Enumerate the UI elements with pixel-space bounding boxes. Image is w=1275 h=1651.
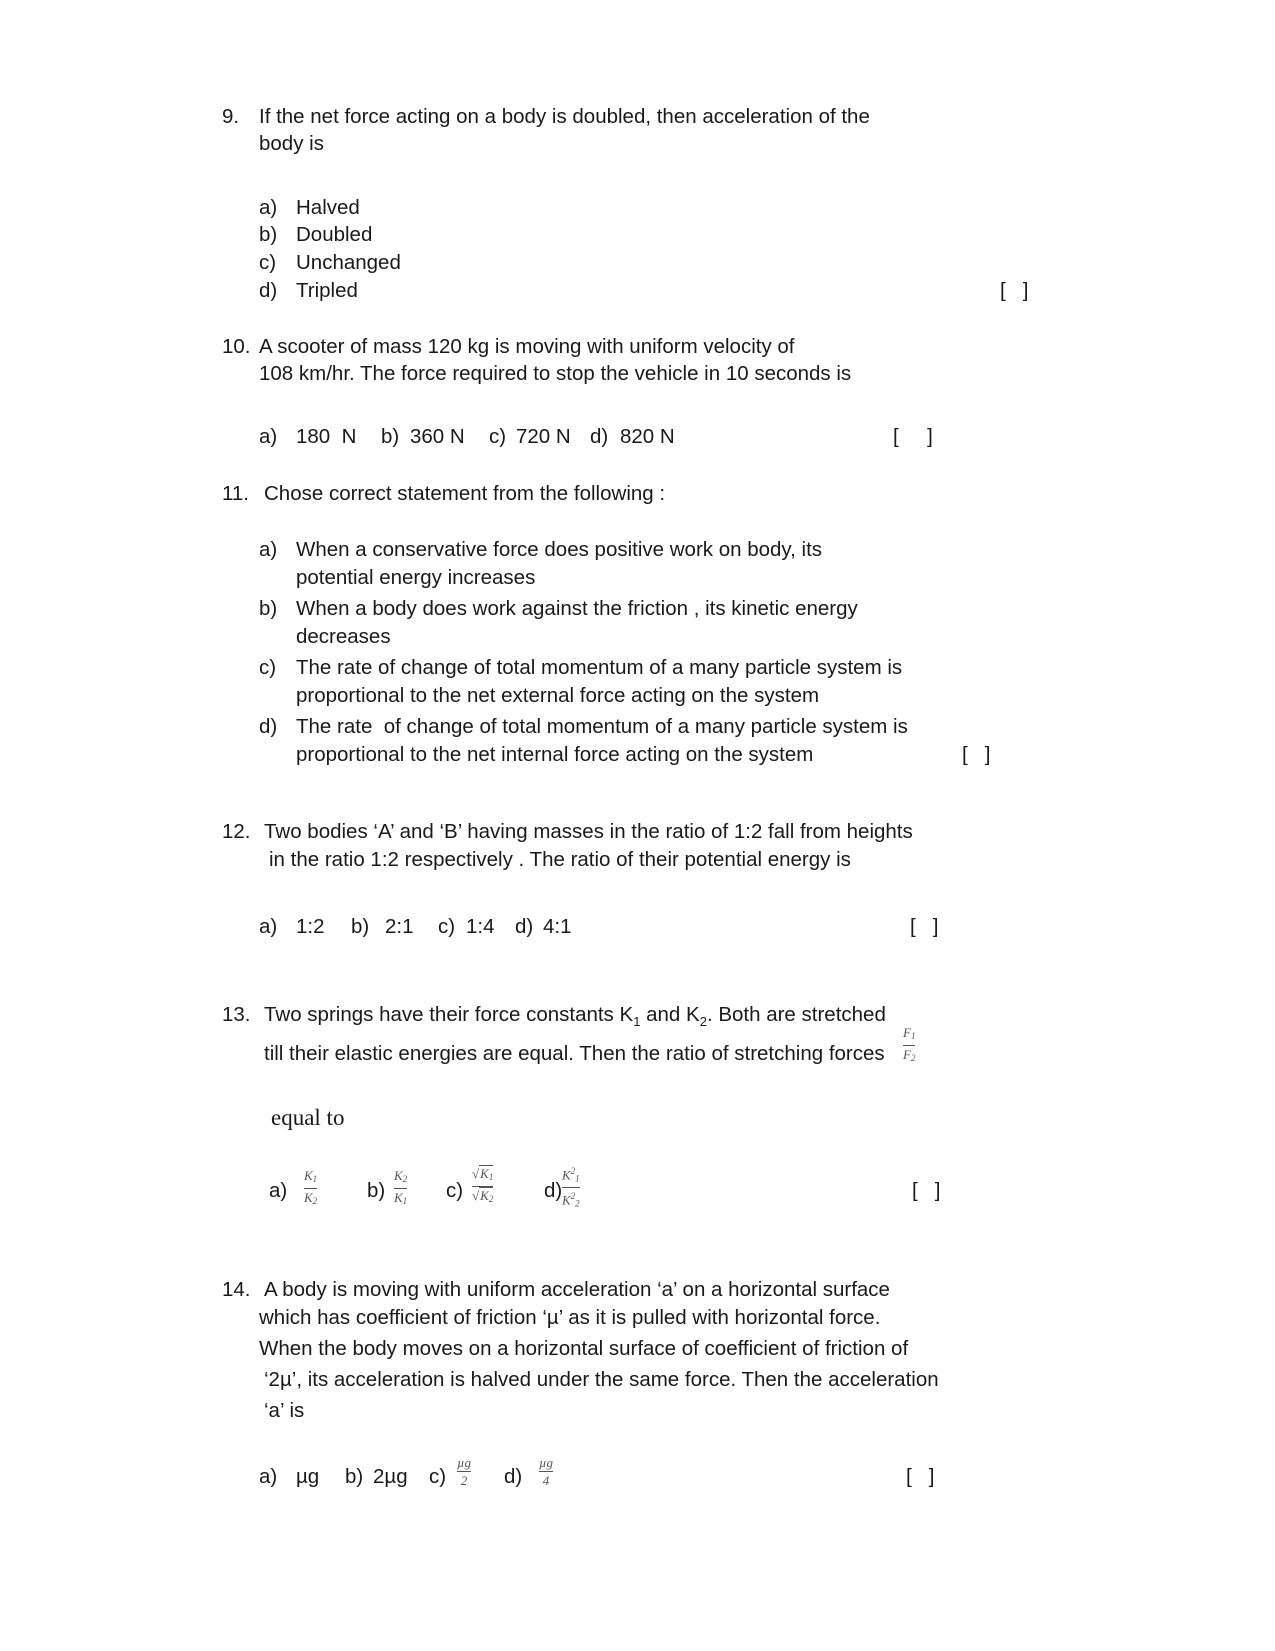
question-text: ‘a’ is [264, 1399, 305, 1422]
option-text: Tripled [296, 279, 358, 302]
option-letter: a) [259, 196, 278, 219]
option-fraction: $\frac{K_1}{K_2}$ [304, 1168, 318, 1206]
option-letter: c) [259, 656, 277, 679]
question-number: 11. [222, 482, 249, 505]
option-fraction: $\frac{\text{µg}}{2}$ [457, 1455, 471, 1488]
option-text: 2:1 [385, 915, 414, 938]
option-text: Halved [296, 196, 360, 219]
option-text: 1:2 [296, 915, 325, 938]
option-text: 820 N [620, 425, 675, 448]
option-text: When a conservative force does positive work on body, its [296, 538, 823, 561]
question-text: A body is moving with uniform acceleration ‘a’ on a horizontal surface [264, 1278, 890, 1301]
answer-bracket[interactable]: [ ] [893, 425, 933, 448]
question-text: Two bodies ‘A’ and ‘B’ having masses in the ratio of 1:2 fall from heights [264, 820, 913, 843]
option-text: 4:1 [543, 915, 572, 938]
option-letter: d) [544, 1179, 563, 1202]
option-letter: c) [429, 1465, 447, 1488]
option-text: Unchanged [296, 251, 401, 274]
question-text: body is [259, 132, 324, 155]
option-text: The rate of change of total momentum of a many particle system is [296, 715, 908, 738]
question-text: A scooter of mass 120 kg is moving with uniform velocity of [259, 335, 795, 358]
question-text: till their elastic energies are equal. Then the ratio of stretching forces [264, 1042, 885, 1065]
question-text: When the body moves on a horizontal surface of coefficient of friction of [259, 1337, 909, 1360]
option-letter: a) [259, 538, 278, 561]
option-letter: a) [259, 915, 278, 938]
option-fraction: $\frac{\text{µg}}{4}$ [539, 1455, 553, 1488]
option-letter: b) [259, 597, 278, 620]
option-letter: c) [446, 1179, 464, 1202]
option-text: decreases [296, 625, 391, 648]
option-text: proportional to the net external force acting on the system [296, 684, 820, 707]
option-letter: b) [381, 425, 400, 448]
option-text: 720 N [516, 425, 571, 448]
option-letter: b) [351, 915, 370, 938]
option-letter: d) [259, 715, 278, 738]
option-text: 180 N [296, 425, 357, 448]
question-text: ‘2µ’, its acceleration is halved under the same force. Then the acceleration [264, 1368, 939, 1391]
answer-bracket[interactable]: [ ] [912, 1179, 941, 1202]
option-letter: d) [515, 915, 534, 938]
option-letter: b) [345, 1465, 364, 1488]
option-fraction: $\frac{K_2}{K_1}$ [394, 1168, 408, 1206]
option-letter: d) [504, 1465, 523, 1488]
option-text: 360 N [410, 425, 465, 448]
option-text: Doubled [296, 223, 373, 246]
option-letter: a) [259, 1465, 278, 1488]
option-text: The rate of change of total momentum of a many particle system is [296, 656, 903, 679]
option-fraction: $\frac{K^2_1}{K^2_2}$ [562, 1166, 580, 1209]
question-text: Two springs have their force constants $K_1$ and $K_2$. Both are stretched [264, 1003, 886, 1030]
question-text: If the net force acting on a body is doubled, then acceleration of the [259, 105, 870, 128]
answer-bracket[interactable]: [ ] [962, 743, 991, 766]
option-text: 1:4 [466, 915, 495, 938]
option-text: potential energy increases [296, 566, 536, 589]
question-number: 10. [222, 335, 251, 358]
option-letter: c) [489, 425, 507, 448]
question-text: in the ratio 1:2 respectively . The ratio of their potential energy is [269, 848, 851, 871]
question-number: 13. [222, 1003, 251, 1026]
option-letter: d) [590, 425, 609, 448]
option-letter: c) [438, 915, 456, 938]
answer-bracket[interactable]: [ ] [910, 915, 939, 938]
option-text: 2µg [373, 1465, 408, 1488]
question-number: 9. [222, 105, 240, 128]
answer-bracket[interactable]: [ ] [1000, 279, 1029, 302]
option-text: µg [296, 1465, 320, 1488]
option-fraction: $\frac{√K_1}{√K_2}$ [472, 1166, 494, 1204]
force-ratio-fraction: $\frac{F_1}{F_2}$ [903, 1025, 916, 1063]
option-letter: b) [259, 223, 278, 246]
answer-bracket[interactable]: [ ] [906, 1465, 935, 1488]
question-text: which has coefficient of friction ‘µ’ as it is pulled with horizontal force. [259, 1306, 881, 1329]
question-number: 12. [222, 820, 251, 843]
option-letter: d) [259, 279, 278, 302]
option-letter: a) [269, 1179, 288, 1202]
option-letter: a) [259, 425, 278, 448]
option-text: When a body does work against the friction , its kinetic energy [296, 597, 858, 620]
question-number: 14. [222, 1278, 251, 1301]
question-text: equal to [271, 1105, 345, 1130]
option-letter: b) [367, 1179, 386, 1202]
question-text: Chose correct statement from the following : [264, 482, 666, 505]
question-text: 108 km/hr. The force required to stop the vehicle in 10 seconds is [259, 362, 852, 385]
option-text: proportional to the net internal force acting on the system [296, 743, 814, 766]
option-letter: c) [259, 251, 277, 274]
